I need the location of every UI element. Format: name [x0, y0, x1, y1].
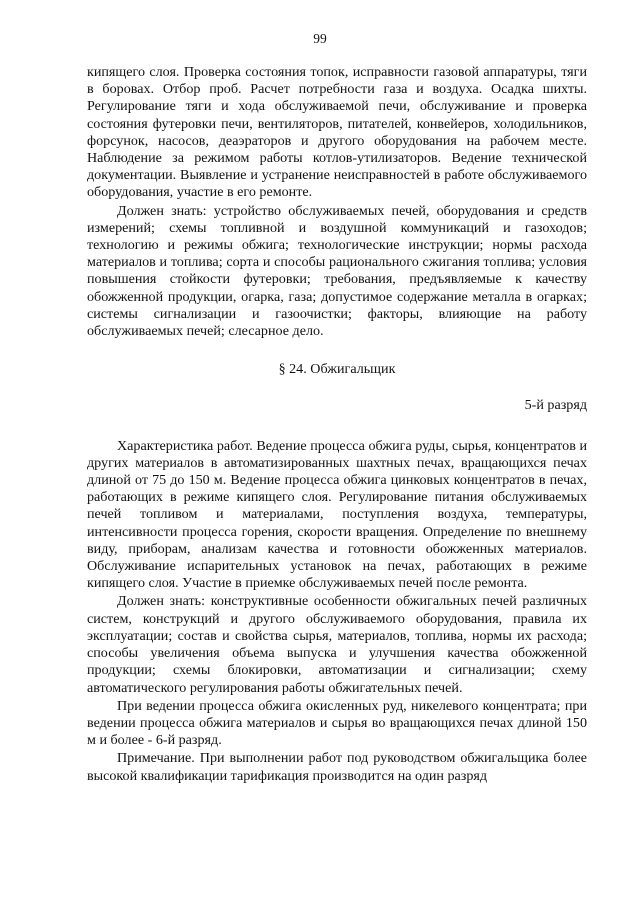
page-number: 99	[313, 31, 327, 46]
paragraph-must-know-2: Должен знать: конструктивные особенности обжигальных печей различных систем, конструкций и другого обслуживаемого оборудования, правила их эксплуатации; состав и свойства сырья, материалов, топлива, нормы их расхода; способы увеличения объема выпуска и улучшения качества обожженной продукции; схемы блокировки, автоматизации и сигнализации; схему автоматического регулирования работы обжигательных печей.	[87, 593, 587, 696]
paragraph-work-characteristics: Характеристика работ. Ведение процесса обжига руды, сырья, концентратов и других материалов в автоматизированных шахтных печах, вращающихся печах длиной от 75 до 150 м. Ведение процесса обжига цинковых концентратов в печах, работающих в режиме кипящего слоя. Регулирование питания обслуживаемых печей топливом и материалами, поступления воздуха, температуры, интенсивности процесса горения, скорости вращения. Определение по внешнему виду, приборам, анализам качества и готовности обожженных материалов. Обслуживание испарительных установок на печах, работающих в режиме кипящего слоя. Участие в приемке обслуживаемых печей после ремонта.	[87, 437, 587, 592]
paragraph-note: Примечание. При выполнении работ под руководством обжигальщика более высокой квалификации тарификация производится на один разряд	[87, 750, 587, 784]
document-body	[87, 64, 587, 785]
section-heading: § 24. Обжигальщик	[278, 361, 396, 378]
paragraph-duties-continued: кипящего слоя. Проверка состояния топок, исправности газовой аппаратуры, тяги в боровах. Отбор проб. Расчет потребности газа и воздуха. Осадка шихты. Регулирование тяги и хода обслуживаемой печи, обслуживание и проверка состояния футеровки печи, вентиляторов, питателей, конвейеров, холодильников, форсунок, насосов, деаэраторов и другого оборудования на рабочем месте. Наблюдение за режимом работы котлов-утилизаторов. Ведение технической документации. Выявление и устранение неисправностей в работе обслуживаемого оборудования, участие в его ремонте.	[87, 64, 587, 201]
paragraph-grade-6-condition: При ведении процесса обжига окисленных руд, никелевого концентрата; при ведении процесса обжига материалов и сырья во вращающихся печах длиной 150 м и более - 6-й разряд.	[87, 697, 587, 749]
paragraph-must-know-1: Должен знать: устройство обслуживаемых печей, оборудования и средств измерений; схемы топливной и воздушной коммуникаций и газоходов; технологию и режимы обжига; технологические инструкции; нормы расхода материалов и топлива; сорта и способы рационального сжигания топлива; условия повышения стойкости футеровки; требования, предъявляемые к качеству обожженной продукции, огарка, газа; допустимое содержание металла в огарках; системы сигнализации и газоочистки; факторы, влияющие на работу обслуживаемых печей; слесарное дело.	[87, 202, 587, 340]
grade-label: 5-й разряд	[524, 397, 587, 414]
